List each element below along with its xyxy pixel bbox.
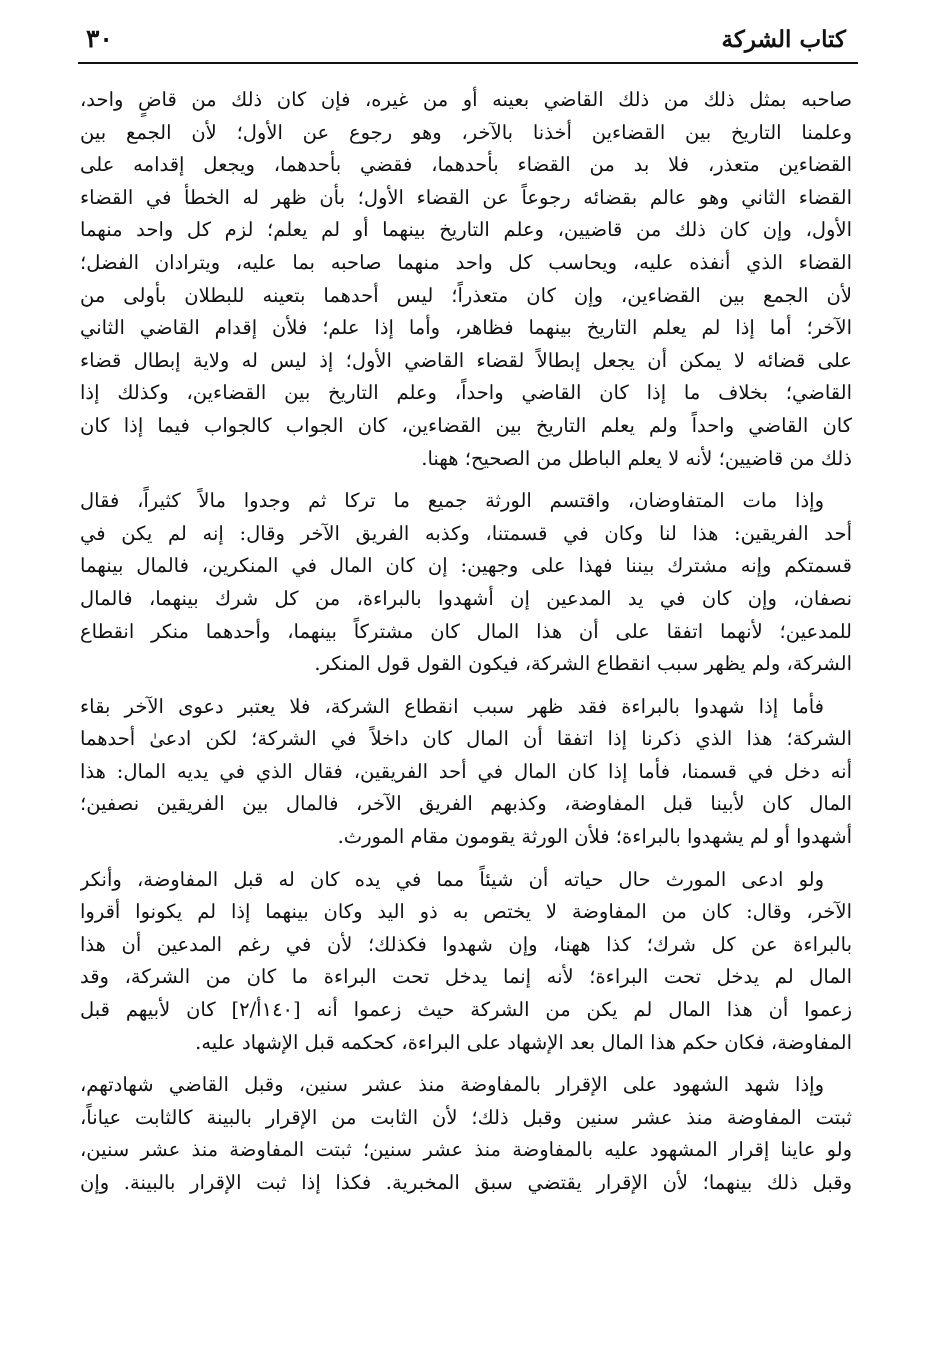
header-divider: [78, 62, 858, 64]
text-line: الأول، وإن كان ذلك من قاضيين، وعلم التاريخ بينهما أو لم يعلم؛ لزم كل واحد منهما: [80, 218, 852, 242]
text-line: وقبل ذلك بينهما؛ لأن الإقرار يقتضي سبق المخبرية. فكذا إذا ثبت الإقرار بالبينة. وإن: [80, 1171, 852, 1194]
text-line: أحد الفريقين: هذا لنا وكان في قسمتنا، وكذبه الفريق الآخر وقال: إنه لم يكن في: [80, 521, 852, 545]
paragraph: [80, 1069, 852, 1199]
text-line: المال لم يدخل تحت البراءة؛ لأنه إنما يدخل تحت البراءة ما كان من الشركة، وقد: [80, 965, 852, 989]
text-line: قسمتكم وإنه مشترك بيننا فهذا على وجهين: إن كان المال في المنكرين، فالمال بينهما: [80, 554, 852, 578]
text-line: القضاء الثاني وهو عالم بقضائه رجوعاً عن القضاء الأول؛ بأن ظهر له الخطأ في القضاء: [80, 185, 852, 209]
text-line: ولو عاينا إقرار المشهود عليه بالمفاوضة منذ عشر سنين؛ ثبتت المفاوضة منذ عشر سنين،: [80, 1138, 852, 1162]
text-line: وإذا شهد الشهود على الإقرار بالمفاوضة منذ عشر سنين، وقبل القاضي شهادتهم،: [80, 1073, 824, 1097]
text-line: أنه دخل في قسمنا، فأما إذا كان المال في أحد الفريقين، فقال الذي في يديه المال: هذا: [80, 759, 852, 783]
paragraph: [80, 864, 852, 1060]
text-line: القاضي؛ بخلاف ما إذا كان القاضي واحداً، وعلم التاريخ بين القضاءين، وكذلك إذا: [80, 381, 852, 405]
paragraph: [80, 485, 852, 681]
text-line: المفاوضة، فكان حكم هذا المال بعد الإشهاد على البراءة، كحكمه قبل الإشهاد عليه.: [195, 1030, 852, 1054]
paragraph: [80, 84, 852, 475]
text-line: أشهدوا أو لم يشهدوا بالبراءة؛ فلأن الورثة يقومون مقام المورث.: [337, 825, 852, 849]
text-line: ولو ادعى المورث حال حياته أن شيئاً مما في يده كان له قبل المفاوضة، وأنكر: [80, 867, 824, 891]
text-line: القضاءين متعذر، فلا بد من القضاء بأحدهما، فقضي بأحدهما، ويجعل إقدامه على: [80, 153, 852, 177]
text-line: ثبتت المفاوضة منذ عشر سنين وقبل ذلك؛ لأن الثابت من الإقرار بالبينة كالثابت عياناً،: [80, 1105, 852, 1129]
text-line: القضاء الذي أنفذه عليه، ويحاسب كل واحد منهما صاحبه بما عليه، ويترادان الفضل؛: [80, 250, 852, 274]
text-line: فأما إذا شهدوا بالبراءة فقد ظهر سبب انقطاع الشركة، فلا يعتبر دعوى الآخر بقاء: [80, 694, 824, 718]
text-line: الشركة؛ هذا الذي ذكرنا إذا اتفقا أن المال كان داخلاً في الشركة؛ لكن ادعىٰ أحدهما: [80, 727, 852, 751]
running-title: كتاب الشركة: [721, 26, 846, 53]
text-line: الآخر، وقال: كان من المفاوضة لا يختص به ذو اليد وكان بينهما إذا لم يكونوا أقروا: [80, 900, 852, 924]
text-line: لأن الجمع بين القضاءين، وإن كان متعذراً؛ ليس أحدهما بتعينه للبطلان بأولى من: [80, 283, 852, 307]
text-line: وعلمنا التاريخ بين القضاءين أخذنا بالآخر، وهو رجوع عن الأول؛ لأن الجمع بين: [80, 120, 852, 144]
text-line: ذلك من قاضيين؛ لأنه لا يعلم الباطل من الصحيح؛ ههنا.: [421, 446, 852, 470]
text-line: للمدعين؛ لأنهما اتفقا على أن هذا المال كان مشتركاً بينهما، وأحدهما منكر انقطاع: [80, 619, 852, 643]
text-line: زعموا أن هذا المال لم يكن من الشركة حيث زعموا أنه [١٤٠أ/٢] كان لأبيهم قبل: [80, 998, 852, 1022]
text-line: وإذا مات المتفاوضان، واقتسم الورثة جميع ما تركا ثم وجدوا مالاً كثيراً، فقال: [80, 489, 824, 513]
text-line: كان القاضي واحداً ولم يعلم التاريخ بين القضاءين، كان الجواب كالجواب فيما إذا كان: [80, 413, 852, 437]
paragraph: [80, 691, 852, 854]
text-line: بالبراءة عن كل شرك؛ كذا ههنا، وإن شهدوا فكذلك؛ لأن في رغم المدعين أن هذا: [80, 932, 852, 956]
text-line: نصفان، وإن كان في يد المدعين إن أشهدوا بالبراءة، من كل شرك بينهما، فالمال: [80, 586, 852, 610]
body-text: [80, 84, 852, 1210]
page-number: ٣٠: [86, 24, 113, 53]
text-line: الآخر؛ أما إذا لم يعلم التاريخ بينهما فظاهر، وأما إذا علم؛ فلأن إقدام القاضي الثاني: [80, 316, 852, 340]
text-line: صاحبه بمثل ذلك من ذلك القاضي بعينه أو من غيره، فإن كان ذلك من قاضٍ واحد،: [80, 88, 852, 111]
text-line: المال كان لأبينا قبل المفاوضة، وكذبهم الفريق الآخر، فالمال بين الفريقين نصفين؛: [80, 792, 852, 816]
text-line: الشركة، ولم يظهر سبب انقطاع الشركة، فيكون القول قول المنكر.: [314, 652, 852, 676]
page-header: [86, 22, 846, 62]
text-line: على قضائه لا يمكن أن يجعل إبطالاً لقضاء القاضي الأول؛ إذ ليس له ولاية إبطال قضاء: [80, 348, 852, 372]
